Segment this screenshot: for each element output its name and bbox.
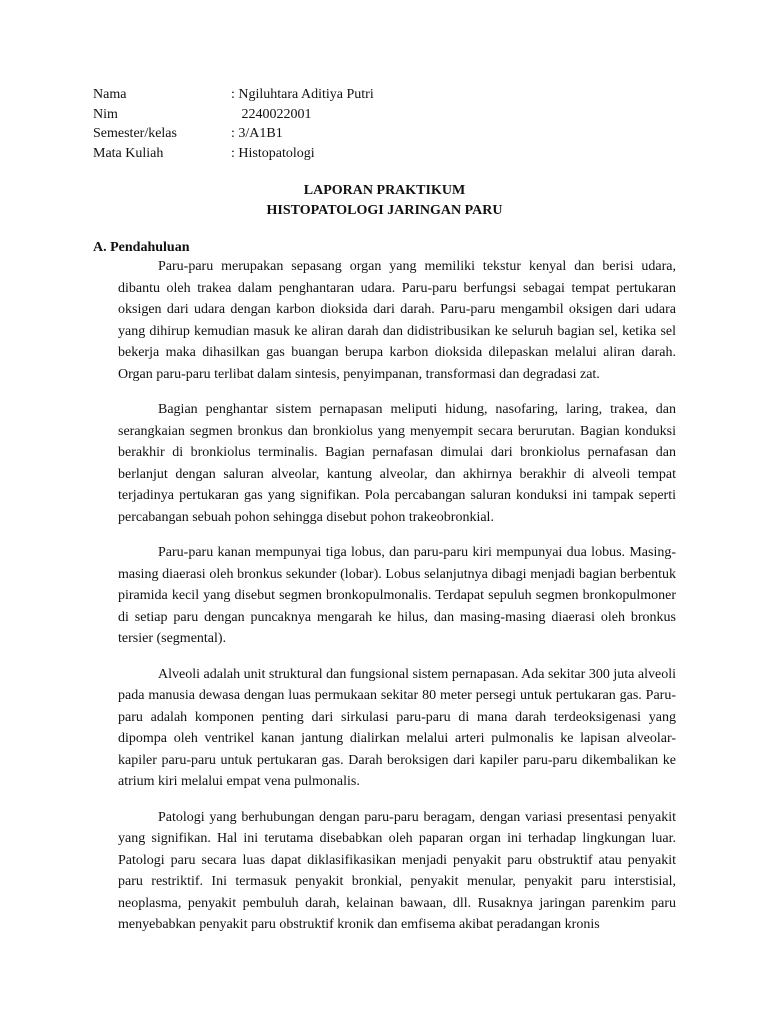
- info-row-semester: [93, 124, 374, 144]
- info-value: : Histopatologi: [231, 145, 315, 161]
- report-title: [93, 181, 676, 221]
- student-info-table: [93, 85, 374, 163]
- report-title-line-1: LAPORAN PRAKTIKUM: [303, 183, 466, 198]
- paragraph: Bagian penghantar sistem pernapasan meliputi hidung, nasofaring, laring, trakea, dan serangkaian segmen bronkus dan bronkiolus yang menyempit secara berurutan. Bagian konduksi berakhir di bronkiolus terminalis. Bagian pernafasan dimulai dari bronkiolus pernafasan dan berlanjut dengan saluran alveolar, kantung alveolar, dan akhirnya berakhir di alveoli tempat terjadinya pertukaran gas yang signifikan. Pola percabangan saluran konduksi ini tampak seperti percabangan sebuah pohon sehingga disebut pohon trakeobronkial.: [118, 402, 676, 525]
- info-value: : Ngiluhtara Aditiya Putri: [231, 87, 374, 102]
- section-body: [118, 256, 676, 950]
- info-value: : 3/A1B1: [231, 126, 283, 141]
- info-label: Nama: [93, 87, 127, 102]
- paragraph: Paru-paru merupakan sepasang organ yang memiliki tekstur kenyal dan berisi udara, dibantu oleh trakea dalam penghantaran udara. Paru-paru berfungsi sebagai tempat pertukaran oksigen dari udara dengan karbon dioksida dari darah. Paru-paru mengambil oksigen dari udara yang dihirup kemudian masuk ke aliran darah dan didistribusikan ke seluruh bagian sel, ketika sel bekerja maka dihasilkan gas buangan berupa karbon dioksida dilepaskan melalui aliran darah. Organ paru-paru terlibat dalam sintesis, penyimpanan, transformasi dan degradasi zat.: [118, 259, 676, 382]
- info-row-nama: [93, 85, 374, 105]
- info-label: Semester/kelas: [93, 126, 177, 141]
- info-value: 2240022001: [231, 106, 312, 122]
- info-row-nim: [93, 105, 374, 125]
- paragraph: Paru-paru kanan mempunyai tiga lobus, dan paru-paru kiri mempunyai dua lobus. Masing-masing diaerasi oleh bronkus sekunder (lobar). Lobus selanjutnya dibagi menjadi bagian berbentuk piramida kecil yang disebut segmen bronkopulmonalis. Terdapat sepuluh segmen bronkopulmoner di setiap paru dengan puncaknya mengarah ke hilus, dan masing-masing diaerasi oleh bronkus tersier (segmental).: [118, 545, 676, 646]
- paragraph: Patologi yang berhubungan dengan paru-paru beragam, dengan variasi presentasi penyakit yang signifikan. Hal ini terutama disebabkan oleh paparan organ ini terhadap lingkungan luar. Patologi paru secara luas dapat diklasifikasikan menjadi penyakit paru obstruktif atau penyakit paru restriktif. Ini termasuk penyakit bronkial, penyakit menular, penyakit paru interstisial, neoplasma, penyakit pembuluh darah, kelainan bawaan, dll. Rusaknya jaringan parenkim paru menyebabkan penyakit paru obstruktif kronik dan emfisema akibat peradangan kronis: [118, 809, 676, 932]
- section-heading: A. Pendahuluan: [93, 240, 190, 255]
- report-title-line-2: HISTOPATOLOGI JARINGAN PARU: [266, 203, 503, 218]
- info-row-mata-kuliah: [93, 144, 374, 164]
- info-label: Nim: [93, 106, 118, 122]
- info-label: Mata Kuliah: [93, 145, 164, 161]
- paragraph: Alveoli adalah unit struktural dan fungsional sistem pernapasan. Ada sekitar 300 juta alveoli pada manusia dewasa dengan luas permukaan sekitar 80 meter persegi untuk pertukaran gas. Paru-paru adalah komponen penting dari sirkulasi paru-paru di mana darah terdeoksigenasi yang dipompa oleh ventrikel kanan jantung dialirkan melalui arteri pulmonalis ke lapisan alveolar-kapiler paru-paru untuk pertukaran gas. Darah beroksigen dari kapiler paru-paru dikembalikan ke atrium kiri melalui empat vena pulmonalis.: [118, 666, 676, 789]
